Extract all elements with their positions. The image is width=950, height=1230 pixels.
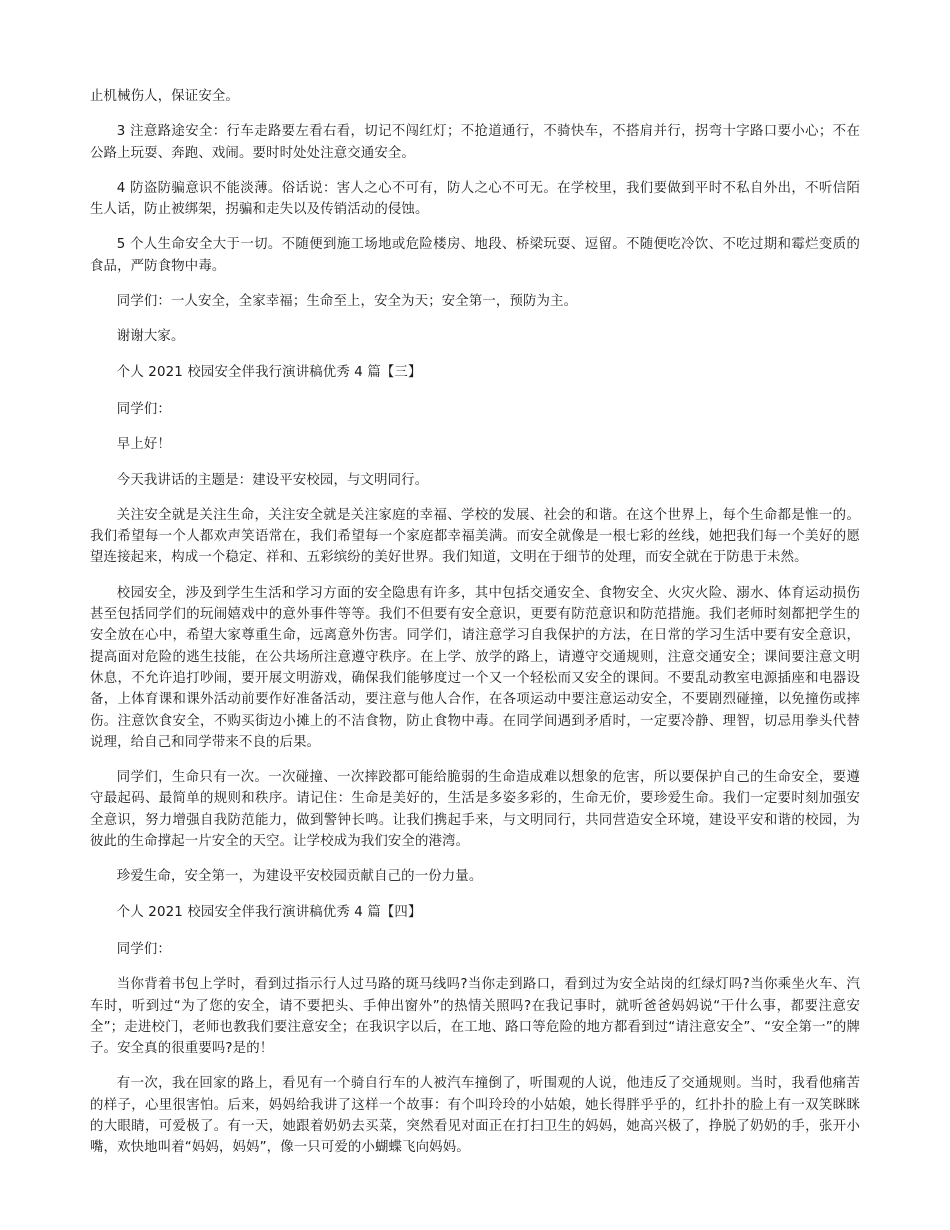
paragraph-greeting: 同学们： [116, 401, 171, 417]
paragraph-traffic-safety: 3 注意路途安全：行车走路要左看右看，切记不闯红灯；不抢道通行，不骑快车，不搭肩并行，拐弯十字路口要小心；不在公路上玩耍、奔跑、戏闹。要时时处处注意交通安全。 [90, 124, 860, 161]
paragraph-topic: 今天我讲话的主题是：建设平安校园，与文明同行。 [116, 472, 429, 488]
paragraph-campus-safety: 校园安全，涉及到学生生活和学习方面的安全隐患有许多，其中包括交通安全、食物安全、火灾火险、溺水、体育运动损伤甚至包括同学们的玩闹嬉戏中的意外事件等等。我们不但要有安全意识，更要有防范意识和防范措施。我们老师时刻都把学生的安全放在心中，希望大家尊重生命，远离意外伤害。同学们，请注意学习自我保护的方法，在日常的学习生活中要有安全意识，提高面对危险的逃生技能，在公共场所注意遵守秩序。在上学、放学的路上，请遵守交通规则，注意交通安全；课间要注意文明休息，不允许追打吵闹，要开展文明游戏，确保我们能够度过一个又一个轻松而又安全的课间。不要乱动教室电源插座和电器设备，上体育课和课外活动前要作好准备活动，要注意与他人合作，在各项运动中要注意运动安全，不要剧烈碰撞，以免撞伤或摔伤。注意饮食安全，不购买街边小摊上的不洁食物，防止食物中毒。在同学间遇到矛盾时，一定要冷静、理智，切忌用拳头代替说理，给自己和同学带来不良的后果。 [90, 585, 860, 750]
paragraph-story: 有一次，我在回家的路上，看见有一个骑自行车的人被汽车撞倒了，听围观的人说，他违反了交通规则。当时，我看他痛苦的样子，心里很害怕。后来，妈妈给我讲了这样一个故事：有个叫玲玲的小姑娘，她长得胖乎乎的，红扑扑的脸上有一双笑眯眯的大眼睛，可爱极了。有一天，她跟着奶奶去买菜，突然看见对面正在打扫卫生的妈妈，她高兴极了，挣脱了奶奶的手，张开小嘴，欢快地叫着“妈妈，妈妈”，像一只可爱的小蝴蝶飞向妈妈。 [90, 1076, 860, 1156]
paragraph-good-morning: 早上好！ [116, 437, 171, 453]
paragraph-personal-safety: 5 个人生命安全大于一切。不随便到施工场地或危险楼房、地段、桥梁玩耍、逗留。不随便吃冷饮、不吃过期和霉烂变质的食品，严防食物中毒。 [90, 237, 860, 274]
paragraph-slogan: 同学们：一人安全，全家幸福；生命至上，安全为天；安全第一，预防为主。 [116, 294, 578, 310]
paragraph-thanks: 谢谢大家。 [116, 329, 185, 345]
paragraph-life-once: 同学们，生命只有一次。一次碰撞、一次摔跤都可能给脆弱的生命造成难以想象的危害，所以要保护自己的生命安全，要遵守最起码、最简单的规则和秩序。请记住：生命是美好的，生活是多姿多彩的，生命无价，要珍爱生命。我们一定要时刻加强安全意识，努力增强自我防范能力，做到警钟长鸣。让我们携起手来，与文明同行，共同营造安全环境，建设平安和谐的校园，为彼此的生命撑起一片安全的天空。让学校成为我们安全的港湾。 [90, 770, 860, 850]
section-heading-four: 个人 2021 校园安全伴我行演讲稿优秀 4 篇【四】 [116, 904, 422, 920]
paragraph-zebra-crossing: 当你背着书包上学时，看到过指示行人过马路的斑马线吗?当你走到路口，看到过为安全站岗的红绿灯吗?当你乘坐火车、汽车时，听到过“为了您的安全，请不要把头、手伸出窗外”的热情关照吗?在我记事时，就听爸爸妈妈说“干什么事，都要注意安全”；走进校门，老师也教我们要注意安全；在我识字以后，在工地、路口等危险的地方都看到过“请注意安全”、“安全第一”的牌子。安全真的很重要吗?是的！ [90, 977, 860, 1057]
paragraph-continuation: 止机械伤人，保证安全。 [90, 89, 239, 104]
paragraph-focus-on-safety: 关注安全就是关注生命，关注安全就是关注家庭的幸福、学校的发展、社会的和谐。在这个世界上，每个生命都是惟一的。我们希望每一个人都欢声笑语常在，我们希望每一个家庭都幸福美满。而安全就像是一根七彩的丝线，她把我们每一个美好的愿望连接起来，构成一个稳定、祥和、五彩缤纷的美好世界。我们知道，文明在于细节的处理，而安全就在于防患于未然。 [90, 507, 860, 566]
paragraph-cherish-life: 珍爱生命，安全第一，为建设平安校园贡献自己的一份力量。 [116, 869, 483, 885]
document-page [90, 86, 860, 1173]
paragraph-greeting-2: 同学们： [116, 941, 171, 957]
section-heading-three: 个人 2021 校园安全伴我行演讲稿优秀 4 篇【三】 [116, 364, 422, 380]
paragraph-anti-fraud: 4 防盗防骗意识不能淡薄。俗话说：害人之心不可有，防人之心不可无。在学校里，我们要做到平时不私自外出，不听信陌生人话，防止被绑架，拐骗和走失以及传销活动的侵蚀。 [90, 180, 860, 218]
